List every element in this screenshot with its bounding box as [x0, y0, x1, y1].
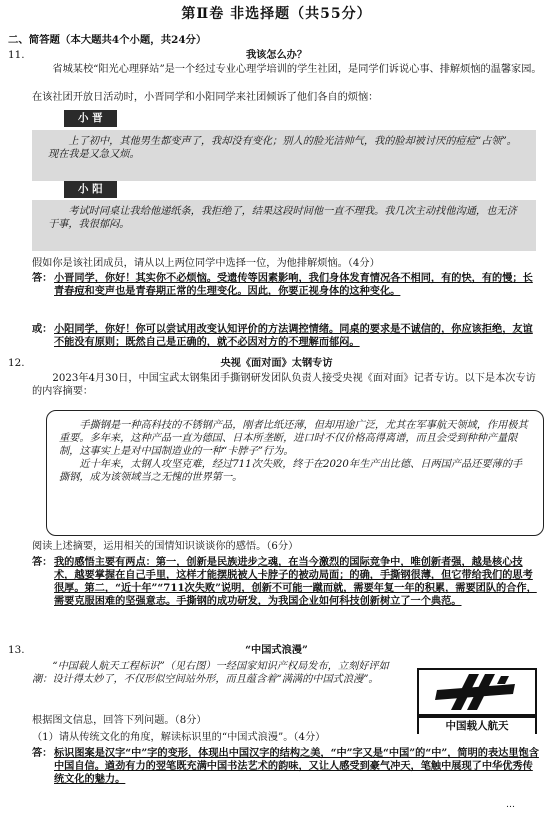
- xiaojin-worry-box: 上了初中，其他男生都变声了，我却没有变化；别人的脸光洁帅气，我的脸却被讨厌的痘痘“占领”。现在我是又急又烦。: [32, 130, 536, 181]
- q13-sub-question-1: （1）请从传统文化的角度，解读标识里的“中国式浪漫”。（4分）: [32, 732, 326, 743]
- xiaoyang-worry-box: 考试时同桌让我给他递纸条，我拒绝了，结果这段时间他一直不理我。我几次主动找他沟通，也无济于事，我很郁闷。: [32, 200, 536, 251]
- q13-title: “中国式浪漫”: [245, 644, 308, 656]
- section-heading: 二、简答题（本大题共4个小题，共24分）: [8, 34, 207, 46]
- q11-intro: 省城某校“阳光心理驿站”是一个经过专业心理学培训的学生社团，是同学们诉说心事、排解烦恼的温馨家园。: [52, 64, 542, 75]
- q12-number: 12.: [8, 357, 25, 369]
- logo-mark-icon: [419, 670, 535, 714]
- q13-intro: “中国载人航天工程标识”（见右图）一经国家知识产权局发布，立刻好评如潮：设计得太妙了，不仅形似空间站外形，而且蕴含着“满满的中国式浪漫”。: [32, 661, 389, 686]
- q11-answer-2: 小阳同学，你好！你可以尝试用改变认知评价的方法调控情绪。同桌的要求是不诚信的，你应该拒绝，友谊不能没有原则；既然自己是正确的，就不必因对方的不理解而郁闷。: [54, 323, 533, 349]
- q12-answer: 我的感悟主要有两点：第一，创新是民族进步之魂，在当今激烈的国际竞争中，唯创新者强，越是核心技术，越要掌握在自己手里，这样才能摆脱被人卡脖子的被动局面；的确，手撕钢很薄，但它带给我们的思考很厚。第二，“近十年”“711次失败”说明，创新不可能一蹴而就，需要年复一年的积累，需要团队的合作，需要克服困难的坚强意志。手撕钢的成功研发，为我国企业如何科技创新树立了一个典范。: [54, 556, 537, 608]
- q12-quote-para-1: 手撕钢是一种高科技的不锈钢产品，刚者比纸还薄，但却用途广泛，尤其在军事航天领域，作用极其重要。多年来，这种产品一直为德国、日本所垄断，进口时不仅价格高得离谱，而且会受到种种产量限制，这事实上是对中国制造业的一种“卡脖子”行为。: [59, 420, 528, 458]
- q13-answer: 标识图案是汉字“中”字的变形，体现出中国汉字的结构之美，“中”字又是“中国”的“中”，简明的表达里饱含中国自信。遒劲有力的翌笔既充满中国书法艺术的韵味，又让人感受到豪气冲天，笔触中展现了中华优秀传统文化的魅力。: [54, 747, 539, 786]
- q12-quote-box: [46, 410, 544, 536]
- q11-intro-2: 在该社团开放日活动时，小晋同学和小阳同学来社团倾诉了他们各自的烦恼：: [32, 92, 379, 103]
- q12-quote-para-2: 近十年来，太钢人攻坚克难，经过711次失败，终于在2020年生产出比德、日两国产品还要薄的手撕钢，成为该领域当之无愧的世界第一。: [59, 459, 523, 484]
- q13-number: 13.: [8, 644, 25, 656]
- tag-xiaoyang: [64, 181, 117, 198]
- q13-intro-2: 根据图文信息，回答下列问题。（8分）: [32, 715, 207, 726]
- q11-title: 我该怎么办？: [245, 49, 308, 61]
- tag-xiaojin: [64, 110, 117, 127]
- q11-or-label: 或：: [32, 323, 53, 335]
- q11-number: 11.: [8, 49, 25, 61]
- part-title: 第Ⅱ卷 非选择题（共55分）: [181, 6, 372, 22]
- q11-answer-label: 答：: [32, 272, 53, 284]
- q13-answer-label: 答：: [32, 747, 53, 759]
- tag-xiaoyang-label: 小 阳: [64, 181, 117, 198]
- q11-answer-1: 小晋同学，你好！其实你不必烦恼。受遗传等因素影响，我们身体发育情况各不相同，有的快，有的慢；长青春痘和变声也是青春期正常的生理变化。因此，你要正视身体的这种变化。: [54, 272, 533, 298]
- china-manned-space-logo: [417, 668, 537, 734]
- q11-question: 假如你是该社团成员，请从以上两位同学中选择一位，为他排解烦恼。（4分）: [32, 258, 380, 269]
- tag-xiaojin-label: 小 晋: [64, 110, 117, 127]
- q12-intro: 2023年4月30日，中国宝武太钢集团手撕钢研发团队负责人接受央视《面对面》记者专访。以下是本次专访的内容摘要：: [32, 373, 536, 398]
- q12-answer-label: 答：: [32, 556, 53, 568]
- q12-title: 央视《面对面》太钢专访: [220, 357, 333, 369]
- logo-text: 中国载人航天: [419, 718, 535, 734]
- page-mark: …: [506, 800, 515, 810]
- q12-question: 阅读上述摘要，运用相关的国情知识谈谈你的感悟。（6分）: [32, 541, 299, 552]
